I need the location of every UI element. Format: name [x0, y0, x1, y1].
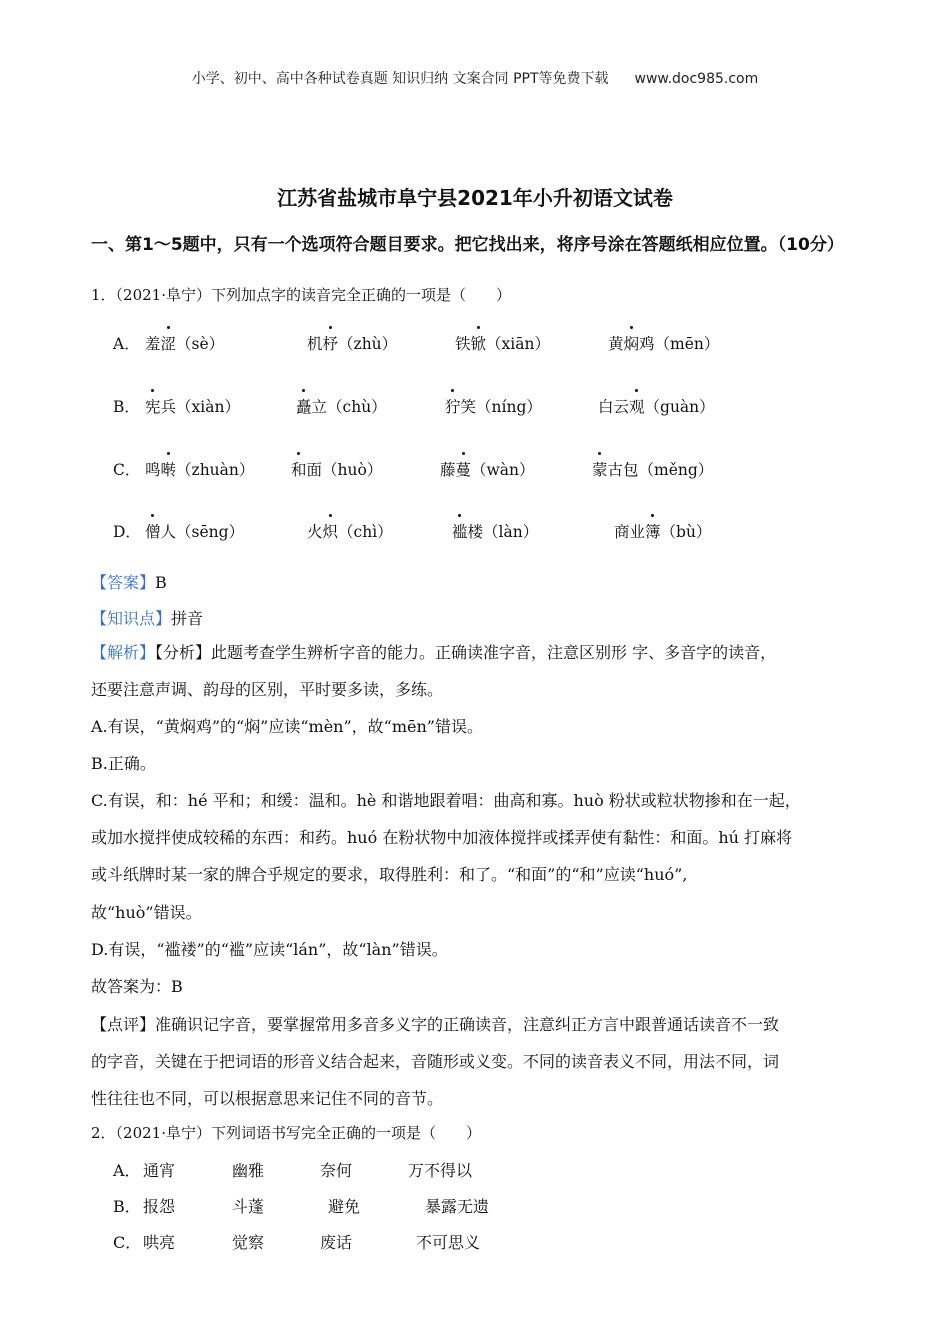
analysis-line: 故“huò”错误。	[91, 903, 202, 922]
option-word: 白云观（guàn）	[598, 395, 715, 417]
knowledge-tag: 【知识点】	[91, 609, 172, 628]
option-word: 哄亮	[143, 1233, 176, 1252]
option-letter: C．	[113, 461, 141, 479]
dotted-character: 宪	[145, 395, 161, 417]
option-word: 商业簿（bù）	[614, 520, 711, 542]
exam-title: 江苏省盐城市阜宁县2021年小升初语文试卷	[277, 186, 673, 210]
option-word: 幽雅	[232, 1161, 265, 1180]
option-letter: D．	[113, 523, 141, 541]
option-word: 通宵	[143, 1161, 176, 1180]
option-word: 万不得以	[408, 1161, 473, 1180]
knowledge-value: 拼音	[171, 609, 204, 628]
option-word: 矗立（chù）	[296, 395, 387, 417]
dotted-character: 褴	[452, 520, 468, 542]
option-letter: C．	[113, 1233, 142, 1252]
option-word: 和面（huò）	[291, 458, 382, 480]
option-word: 鸣啭（zhuàn）	[145, 458, 254, 480]
option-word: 狞笑（níng）	[445, 395, 542, 417]
option-letter: B．	[113, 398, 140, 416]
option-word: 铁锨（xiān）	[455, 332, 550, 354]
dotted-character: 涩	[161, 332, 177, 354]
option-word: 避免	[328, 1197, 361, 1216]
option-word: 褴楼（làn）	[452, 520, 538, 542]
dotted-character: 锨	[471, 332, 487, 354]
dotted-character: 和	[291, 458, 307, 480]
option-word: 宪兵（xiàn）	[145, 395, 240, 417]
dotted-character: 杼	[323, 332, 339, 354]
option-word: 羞涩（sè）	[145, 332, 224, 354]
header-text: 小学、初中、高中各种试卷真题 知识归纳 文案合同 PPT等免费下载	[191, 71, 609, 87]
page-header	[0, 68, 950, 88]
option-word: 藤蔓（wàn）	[440, 458, 535, 480]
option-letter: A．	[113, 335, 140, 353]
answer-tag: 【答案】	[91, 573, 156, 592]
answer-line	[91, 570, 167, 593]
option-word: 废话	[320, 1233, 353, 1252]
comment-line: 【点评】准确识记字音，要掌握常用多音多义字的正确读音，注意纠正方言中跟普通话读音不一致	[91, 1015, 780, 1034]
question-2-stem: 2．（2021·阜宁）下列词语书写完全正确的一项是（ ）	[91, 1124, 481, 1142]
analysis-line: C.有误，和：hé 平和；和缓：温和。hè 和谐地跟着唱：曲高和寡。huò 粉状或粒状物掺和在一起，	[91, 791, 801, 810]
dotted-character: 僧	[145, 520, 161, 542]
option-word: 报怨	[143, 1197, 176, 1216]
section-heading: 一、第1～5题中，只有一个选项符合题目要求。把它找出来，将序号涂在答题纸相应位置。（10分）	[91, 235, 844, 255]
option-word: 不可思义	[416, 1233, 481, 1252]
dotted-character: 焖	[624, 332, 640, 354]
question-1-stem: 1．（2021·阜宁）下列加点字的读音完全正确的一项是（ ）	[91, 286, 511, 304]
dotted-character: 蒙	[592, 458, 608, 480]
knowledge-line	[91, 606, 203, 629]
analysis-line: D.有误，“褴褛”的“褴”应读“lán”，故“làn”错误。	[91, 940, 448, 959]
option-word: 斗蓬	[232, 1197, 265, 1216]
option-word: 暴露无遗	[425, 1197, 490, 1216]
analysis-line	[91, 640, 776, 663]
option-letter: B．	[113, 1197, 141, 1216]
conclusion-line: 故答案为：B	[91, 977, 183, 996]
analysis-line: 或斗纸牌时某一家的牌合乎规定的要求，取得胜利：和了。“和面”的“和”应读“huó”,	[91, 865, 688, 884]
answer-value: B	[155, 573, 167, 592]
comment-line: 的字音，关键在于把词语的形音义结合起来，音随形或义变。不同的读音表义不同，用法不同，词	[91, 1052, 780, 1071]
option-word: 觉察	[232, 1233, 265, 1252]
dotted-character: 矗	[296, 395, 312, 417]
analysis-line-text: 【分析】此题考查学生辨析字音的能力。正确读准字音，注意区别形 字、多音字的读音，	[155, 643, 777, 662]
option-letter: A．	[113, 1161, 141, 1180]
option-word: 奈何	[320, 1161, 353, 1180]
comment-line: 性往往也不同，可以根据意思来记住不同的音节。	[91, 1089, 444, 1108]
dotted-character: 蔓	[456, 458, 472, 480]
header-site: www.doc985.com	[634, 71, 759, 87]
dotted-character: 炽	[323, 520, 339, 542]
dotted-character: 啭	[161, 458, 177, 480]
analysis-line: 还要注意声调、韵母的区别，平时要多读，多练。	[91, 680, 444, 699]
dotted-character: 簿	[645, 520, 661, 542]
dotted-character: 狞	[445, 395, 461, 417]
analysis-line: B.正确。	[91, 754, 156, 773]
option-word: 黄焖鸡（mēn）	[608, 332, 719, 354]
analysis-line: 或加水搅拌使成较稀的东西：和药。huó 在粉状物中加液体搅拌或揉弄使有黏性：和面。hú 打麻将	[91, 828, 793, 847]
dotted-character: 观	[629, 395, 645, 417]
analysis-line: A.有误，“黄焖鸡”的“焖”应读“mèn”，故“mēn”错误。	[91, 717, 483, 736]
analysis-tag: 【解析】	[91, 643, 156, 662]
option-word: 僧人（sēng）	[145, 520, 244, 542]
option-word: 火炽（chì）	[307, 520, 393, 542]
option-word: 机杼（zhù）	[307, 332, 397, 354]
option-word: 蒙古包（měng）	[592, 458, 713, 480]
